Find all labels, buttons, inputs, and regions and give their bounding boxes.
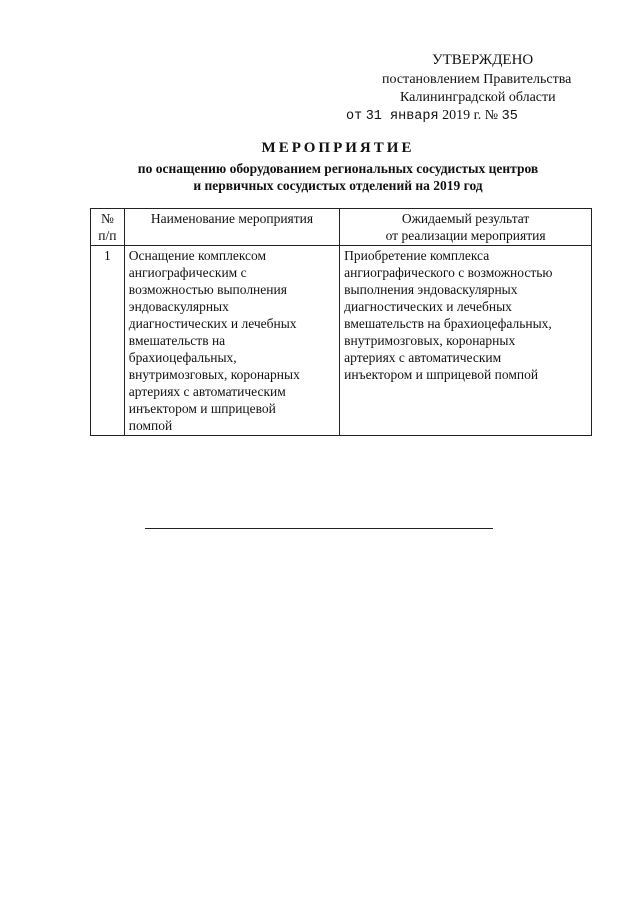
date-year: 2019 г. xyxy=(442,108,482,123)
approval-date-line xyxy=(346,108,518,124)
header-result-line-2: от реализации мероприятия xyxy=(385,228,546,243)
number-handwritten: 35 xyxy=(501,109,518,124)
closing-divider xyxy=(145,528,493,529)
result-line: выполнения эндоваскулярных xyxy=(344,282,518,297)
approved-region: Калининградской области xyxy=(400,90,556,105)
document-title: МЕРОПРИЯТИЕ xyxy=(261,140,415,156)
name-line: ангиографическим с xyxy=(128,265,247,280)
header-num xyxy=(91,209,125,246)
header-result-line-1: Ожидаемый результат xyxy=(401,211,530,226)
number-sign: № xyxy=(484,108,499,123)
header-num-line-2: п/п xyxy=(98,228,117,243)
name-line: Оснащение комплексом xyxy=(128,248,267,263)
name-line: диагностических и лечебных xyxy=(128,316,297,331)
table-row xyxy=(91,246,592,436)
result-line: инъектором и шприцевой помпой xyxy=(344,367,539,382)
result-line: артериях с автоматическим xyxy=(344,350,502,365)
name-line: помпой xyxy=(128,418,173,433)
measures-table xyxy=(90,208,592,436)
name-line: брахиоцефальных, xyxy=(128,350,237,365)
name-line: инъектором и шприцевой xyxy=(128,401,276,416)
header-name: Наименование мероприятия xyxy=(124,209,339,246)
row-num: 1 xyxy=(91,246,125,436)
date-prefix: от xyxy=(346,109,363,124)
name-line: эндоваскулярных xyxy=(128,299,229,314)
result-line: Приобретение комплекса xyxy=(344,248,490,263)
approved-by: постановлением Правительства xyxy=(382,72,572,87)
document-heading xyxy=(0,140,640,194)
date-handwritten: 31 января xyxy=(365,109,439,124)
result-line: внутримозговых, коронарных xyxy=(344,333,516,348)
name-line: вмешательств на xyxy=(128,333,226,348)
row-result-cell xyxy=(340,246,592,436)
name-line: артериях с автоматическим xyxy=(128,384,286,399)
header-result xyxy=(340,209,592,246)
result-line: диагностических и лечебных xyxy=(344,299,512,314)
row-name-cell xyxy=(124,246,339,436)
approved-label: УТВЕРЖДЕНО xyxy=(432,52,534,68)
result-line: вмешательств на брахиоцефальных, xyxy=(344,316,552,331)
document-subtitle xyxy=(36,160,640,194)
table-header-row xyxy=(91,209,592,246)
header-num-line-1: № xyxy=(100,211,114,226)
subtitle-line-2: и первичных сосудистых отделений на 2019 год xyxy=(193,178,483,193)
name-line: внутримозговых, коронарных xyxy=(128,367,300,382)
result-line: ангиографического с возможностью xyxy=(344,265,553,280)
subtitle-line-1: по оснащению оборудованием региональных сосудистых центров xyxy=(137,161,539,176)
name-line: возможностью выполнения xyxy=(128,282,287,297)
